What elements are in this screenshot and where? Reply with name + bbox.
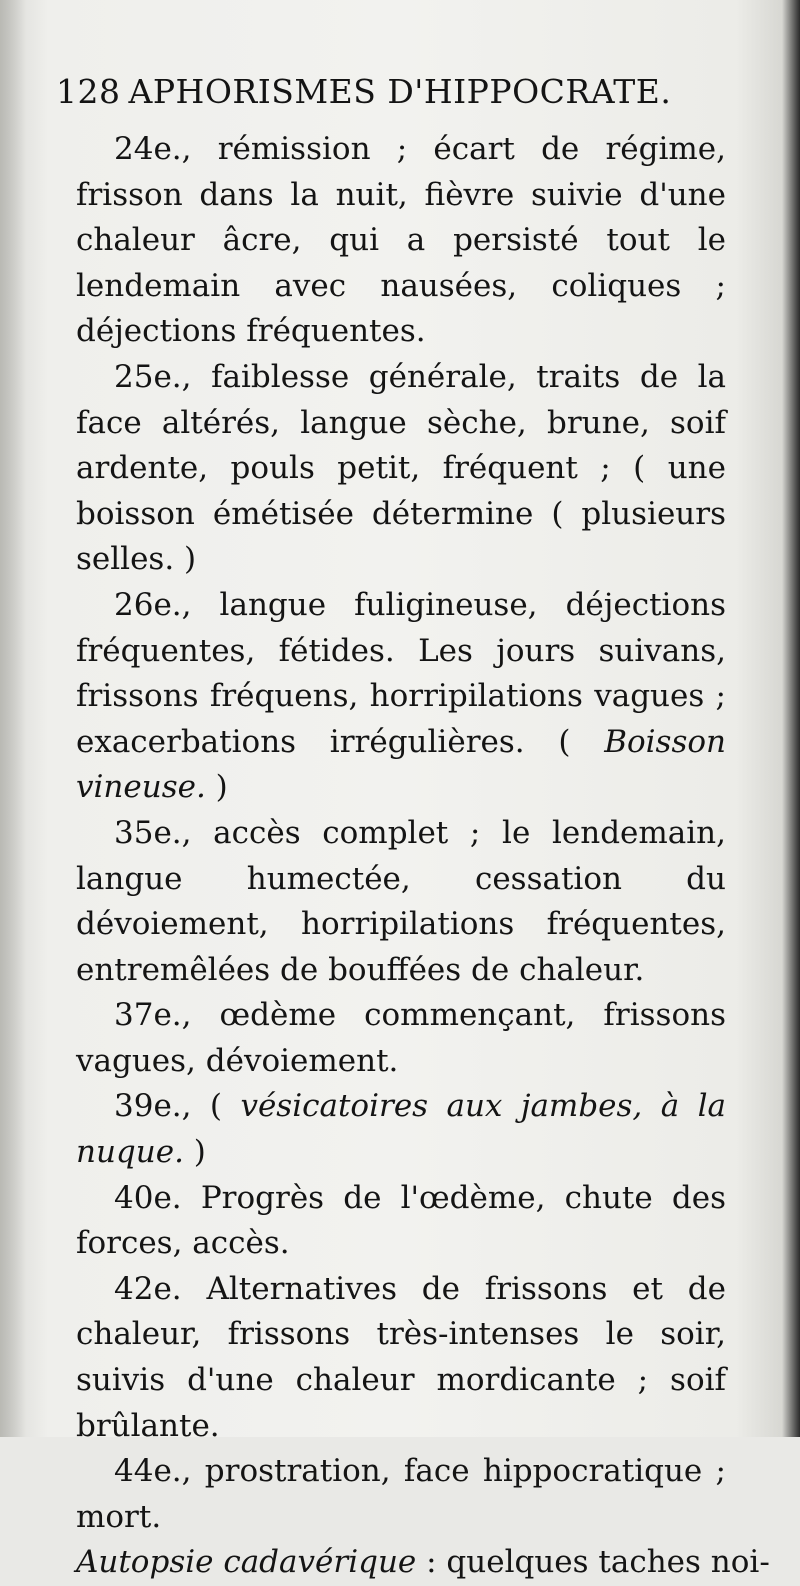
entry-text-end: )	[183, 1134, 206, 1171]
autopsie-label: Autopsie cadavérique	[76, 1544, 417, 1581]
entry-day-26	[76, 583, 726, 811]
entry-italic: Boisson vineuse.	[76, 723, 726, 806]
running-title: APHORISMES D'HIPPOCRATE.	[128, 72, 672, 111]
entry-day-25: 25e., faiblesse générale, traits de la face altérés, langue sèche, brune, soif ardente, pouls petit, fréquent ; ( une boisson émétisée détermine ( plusieurs selles. )	[76, 358, 726, 578]
running-head	[56, 72, 746, 111]
entry-text-end: )	[205, 769, 228, 806]
autopsie-line	[76, 1540, 770, 1586]
entry-day-24: 24e., rémission ; écart de régime, frisson dans la nuit, fièvre suivie d'une chaleur âcre, qui a persisté tout le lendemain avec nausées, coliques ; déjections fréquentes.	[76, 131, 726, 350]
entry-day-37: 37e., œdème commençant, frissons vagues, dévoiement.	[76, 997, 726, 1079]
page-gutter	[0, 0, 26, 1437]
entry-day-40: 40e. Progrès de l'œdème, chute des forces, accès.	[76, 1179, 726, 1262]
entry-text: 26e., langue fuligineuse, déjections fréquentes, fétides. Les jours suivans, frissons fréquens, horripilations vagues ; exacerbations irrégulières. (	[76, 586, 726, 760]
entry-day-44: 44e., prostration, face hippocratique ; mort.	[76, 1453, 726, 1535]
entry-text: 39e., (	[114, 1088, 241, 1125]
entry-day-42: 42e. Alternatives de frissons et de chaleur, frissons très-intenses le soir, suivis d'une chaleur mordicante ; soif brûlante.	[76, 1270, 726, 1444]
entry-day-35: 35e., accès complet ; le lendemain, langue humectée, cessation du dévoiement, horripilations fréquentes, entremêlées de bouffées de chaleur.	[76, 814, 726, 988]
page-number: 128	[56, 72, 121, 111]
body-text	[76, 127, 770, 1586]
page-edge-shadow	[782, 0, 800, 1437]
autopsie-text: : quelques taches noi-	[416, 1544, 770, 1581]
entry-day-39	[76, 1084, 726, 1175]
entry-italic: vésicatoires aux jambes, à la nuque.	[76, 1088, 726, 1171]
